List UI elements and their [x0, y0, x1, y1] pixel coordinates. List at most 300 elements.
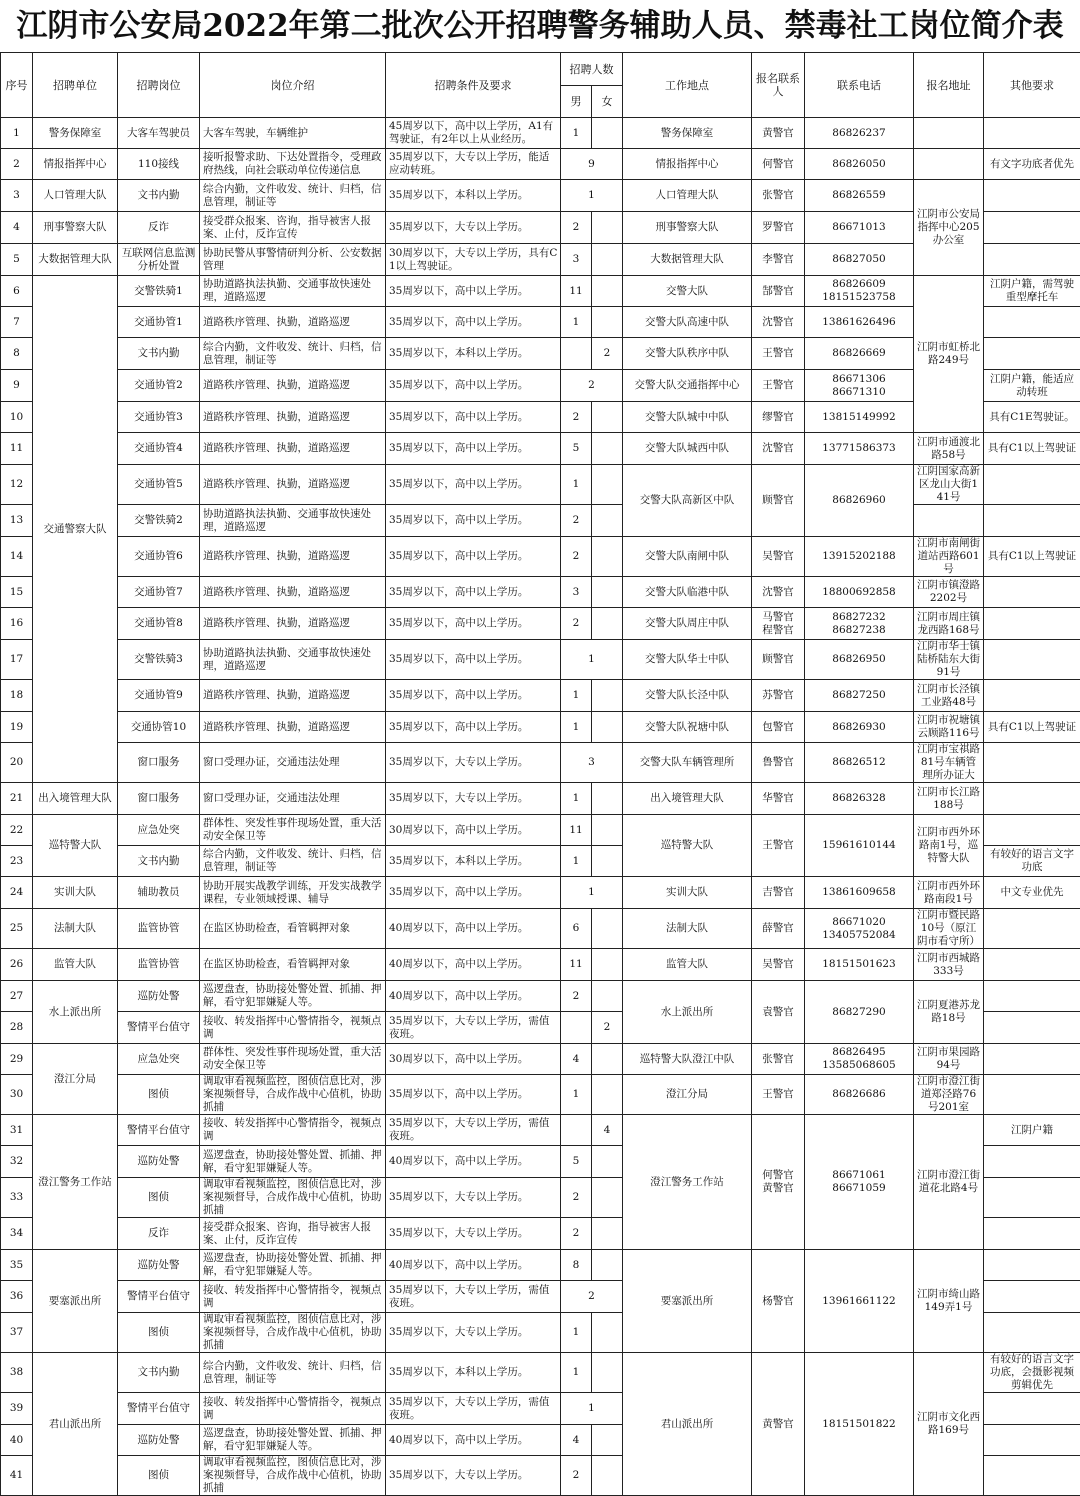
table-row [1, 1115, 1080, 1146]
post-cell: 交通协管6 [118, 537, 200, 577]
post-cell: 警情平台值守 [118, 1115, 200, 1146]
unit-cell: 澄江警务工作站 [33, 1115, 118, 1250]
table-row [1, 909, 1080, 949]
place-cell: 要塞派出所 [623, 1250, 752, 1353]
female-count-cell [592, 276, 623, 307]
contact-cell: 王警官 [752, 815, 805, 877]
count-cell: 1 [561, 1393, 623, 1425]
row-number: 39 [1, 1393, 33, 1425]
requirements-cell: 35周岁以下，大专以上学历，需值夜班。 [386, 1281, 561, 1313]
phone-cell: 13771586373 [805, 433, 914, 465]
row-number: 6 [1, 276, 33, 307]
requirements-cell: 40周岁以下，高中以上学历。 [386, 1425, 561, 1456]
table-row [1, 276, 1080, 307]
phone-cell: 18151501822 [805, 1353, 914, 1496]
female-count-cell [592, 608, 623, 640]
post-cell: 警情平台值守 [118, 1281, 200, 1313]
other-cell [984, 338, 1080, 370]
female-count-cell [592, 1218, 623, 1250]
table-row [1, 949, 1080, 981]
intro-cell: 窗口受理办证，交通违法处理 [200, 743, 386, 783]
post-cell: 图侦 [118, 1313, 200, 1353]
post-cell: 交通协管1 [118, 307, 200, 338]
male-count-cell: 1 [561, 1353, 592, 1393]
intro-cell: 巡逻盘查，协助接处警处置、抓捕、押解，看守犯罪嫌疑人等。 [200, 1250, 386, 1281]
intro-cell: 窗口受理办证，交通违法处理 [200, 783, 386, 815]
intro-cell: 群体性、突发性事件现场处置，重大活动安全保卫等 [200, 1044, 386, 1075]
address-cell: 江阴市周庄镇龙西路168号 [914, 608, 984, 640]
place-cell: 巡特警大队澄江中队 [623, 1044, 752, 1075]
requirements-cell: 40周岁以下，高中以上学历。 [386, 981, 561, 1012]
post-cell: 窗口服务 [118, 743, 200, 783]
post-cell: 交通协管7 [118, 577, 200, 608]
requirements-cell: 40周岁以下，高中以上学历。 [386, 909, 561, 949]
place-cell: 交警大队周庄中队 [623, 608, 752, 640]
other-cell: 具有C1以上驾驶证 [984, 537, 1080, 577]
other-cell [984, 1425, 1080, 1456]
header-post: 招聘岗位 [118, 53, 200, 118]
male-count-cell: 2 [561, 1178, 592, 1218]
place-cell: 巡特警大队 [623, 815, 752, 877]
post-cell: 图侦 [118, 1456, 200, 1496]
header-contact: 报名联系人 [752, 53, 805, 118]
post-cell: 巡防处警 [118, 1425, 200, 1456]
table-row [1, 877, 1080, 909]
male-count-cell: 1 [561, 118, 592, 149]
requirements-cell: 35周岁以下，本科以上学历。 [386, 1353, 561, 1393]
intro-cell: 道路秩序管理、执勤，道路巡逻 [200, 402, 386, 433]
place-cell: 法制大队 [623, 909, 752, 949]
row-number: 35 [1, 1250, 33, 1281]
table-row [1, 815, 1080, 846]
count-cell: 9 [561, 149, 623, 180]
row-number: 41 [1, 1456, 33, 1496]
row-number: 8 [1, 338, 33, 370]
phone-cell: 86826930 [805, 712, 914, 743]
requirements-cell: 35周岁以下，大专以上学历，需值夜班。 [386, 1393, 561, 1425]
female-count-cell [592, 1250, 623, 1281]
male-count-cell: 6 [561, 909, 592, 949]
contact-cell: 沈警官 [752, 307, 805, 338]
intro-cell: 在监区协助检查，看管羁押对象 [200, 909, 386, 949]
place-cell: 实训大队 [623, 877, 752, 909]
requirements-cell: 35周岁以下，高中以上学历。 [386, 1075, 561, 1115]
row-number: 13 [1, 505, 33, 537]
post-cell: 文书内勤 [118, 338, 200, 370]
requirements-cell: 35周岁以下，高中以上学历。 [386, 307, 561, 338]
requirements-cell: 35周岁以下，高中以上学历。 [386, 402, 561, 433]
contact-cell: 黄警官 [752, 118, 805, 149]
other-cell [984, 1281, 1080, 1313]
contact-cell: 袁警官 [752, 981, 805, 1044]
unit-cell: 出入境管理大队 [33, 783, 118, 815]
requirements-cell: 35周岁以下，大专以上学历。 [386, 212, 561, 244]
address-cell: 江阴市祝塘镇云顾路116号 [914, 712, 984, 743]
intro-cell: 接受群众报案、咨询，指导被害人报案、止付，反诈宣传 [200, 1218, 386, 1250]
intro-cell: 综合内勤，文件收发、统计、归档，信息管理，制证等 [200, 846, 386, 877]
table-row [1, 118, 1080, 149]
post-cell: 交警铁骑3 [118, 640, 200, 680]
requirements-cell: 40周岁以下，高中以上学历。 [386, 1250, 561, 1281]
place-cell: 交警大队城中中队 [623, 402, 752, 433]
row-number: 25 [1, 909, 33, 949]
count-cell: 1 [561, 877, 623, 909]
intro-cell: 接收、转发指挥中心警情指令，视频点调 [200, 1281, 386, 1313]
intro-cell: 综合内勤，文件收发、统计、归档，信息管理，制证等 [200, 180, 386, 212]
address-cell: 江阴市暨民路10号（原江阴市看守所） [914, 909, 984, 949]
place-cell: 交警大队长泾中队 [623, 680, 752, 712]
place-cell: 交警大队交通指挥中心 [623, 370, 752, 402]
post-cell: 巡防处警 [118, 1250, 200, 1281]
table-row [1, 608, 1080, 640]
other-cell [984, 783, 1080, 815]
male-count-cell: 2 [561, 212, 592, 244]
place-cell: 人口管理大队 [623, 180, 752, 212]
other-cell: 有较好的语言文字功底，会摄影视频剪辑优先 [984, 1353, 1080, 1393]
female-count-cell [592, 307, 623, 338]
address-cell: 江阴市西外环路南段1号 [914, 877, 984, 909]
male-count-cell: 1 [561, 680, 592, 712]
requirements-cell: 35周岁以下，高中以上学历。 [386, 712, 561, 743]
header-female: 女 [592, 86, 623, 118]
row-number: 18 [1, 680, 33, 712]
contact-cell: 吉警官 [752, 877, 805, 909]
row-number: 11 [1, 433, 33, 465]
intro-cell: 调取审看视频监控，图侦信息比对，涉案视频督导，合成作战中心值机，协助抓捕 [200, 1456, 386, 1496]
contact-cell: 鲁警官 [752, 743, 805, 783]
contact-cell: 罗警官 [752, 212, 805, 244]
contact-cell: 张警官 [752, 180, 805, 212]
phone-cell: 86826609 18151523758 [805, 276, 914, 307]
male-count-cell: 11 [561, 276, 592, 307]
phone-cell: 86671020 13405752084 [805, 909, 914, 949]
post-cell: 警情平台值守 [118, 1393, 200, 1425]
requirements-cell: 35周岁以下，高中以上学历。 [386, 505, 561, 537]
requirements-cell: 35周岁以下，高中以上学历。 [386, 577, 561, 608]
contact-cell: 王警官 [752, 1075, 805, 1115]
contact-cell: 张警官 [752, 1044, 805, 1075]
header-requirements: 招聘条件及要求 [386, 53, 561, 118]
female-count-cell [592, 783, 623, 815]
male-count-cell: 3 [561, 244, 592, 276]
requirements-cell: 35周岁以下，高中以上学历。 [386, 465, 561, 505]
contact-cell: 杨警官 [752, 1250, 805, 1353]
contact-cell: 顾警官 [752, 465, 805, 537]
intro-cell: 综合内勤，文件收发、统计、归档，信息管理，制证等 [200, 338, 386, 370]
post-cell: 应急处突 [118, 1044, 200, 1075]
address-cell: 江阴市西外环路南1号，巡特警大队 [914, 815, 984, 877]
place-cell: 情报指挥中心 [623, 149, 752, 180]
intro-cell: 道路秩序管理、执勤，道路巡逻 [200, 537, 386, 577]
place-cell: 交警大队城西中队 [623, 433, 752, 465]
phone-cell: 86671013 [805, 212, 914, 244]
address-cell: 江阴市南闸街道站西路601号 [914, 537, 984, 577]
unit-cell: 人口管理大队 [33, 180, 118, 212]
place-cell: 监管大队 [623, 949, 752, 981]
address-cell: 江阴市镇澄路2202号 [914, 577, 984, 608]
place-cell: 交警大队高速中队 [623, 307, 752, 338]
requirements-cell: 30周岁以下，高中以上学历。 [386, 815, 561, 846]
place-cell: 交警大队华士中队 [623, 640, 752, 680]
place-cell: 澄江警务工作站 [623, 1115, 752, 1250]
male-count-cell: 2 [561, 608, 592, 640]
requirements-cell: 30周岁以下，大专以上学历，具有C1以上驾驶证。 [386, 244, 561, 276]
male-count-cell: 1 [561, 712, 592, 743]
row-number: 26 [1, 949, 33, 981]
intro-cell: 接听报警求助、下达处置指令，受理政府热线，向社会联动单位传递信息 [200, 149, 386, 180]
contact-cell: 王警官 [752, 370, 805, 402]
other-cell: 江阴户籍，需驾驶重型摩托车 [984, 276, 1080, 307]
intro-cell: 巡逻盘查，协助接处警处置、抓捕、押解，看守犯罪嫌疑人等。 [200, 1425, 386, 1456]
table-row [1, 149, 1080, 180]
phone-cell: 13861626496 [805, 307, 914, 338]
requirements-cell: 35周岁以下，大专以上学历。 [386, 783, 561, 815]
female-count-cell [592, 505, 623, 537]
header-place: 工作地点 [623, 53, 752, 118]
female-count-cell [592, 712, 623, 743]
requirements-cell: 35周岁以下，本科以上学历。 [386, 338, 561, 370]
contact-cell: 沈警官 [752, 433, 805, 465]
unit-cell: 交通警察大队 [33, 276, 118, 783]
female-count-cell [592, 212, 623, 244]
row-number: 22 [1, 815, 33, 846]
other-cell [984, 1178, 1080, 1218]
address-cell: 江阴市宝祺路81号车辆管理所办证大 [914, 743, 984, 783]
contact-cell: 顾警官 [752, 640, 805, 680]
post-cell: 文书内勤 [118, 180, 200, 212]
header-other: 其他要求 [984, 53, 1080, 118]
intro-cell: 在监区协助检查，看管羁押对象 [200, 949, 386, 981]
table-row [1, 1044, 1080, 1075]
intro-cell: 协助开展实战教学训练，开发实战教学课程，专业领域授课、辅导 [200, 877, 386, 909]
intro-cell: 道路秩序管理、执勤，道路巡逻 [200, 608, 386, 640]
post-cell: 辅助教员 [118, 877, 200, 909]
address-cell: 江阴市通渡北路58号 [914, 433, 984, 465]
unit-cell: 澄江分局 [33, 1044, 118, 1115]
post-cell: 图侦 [118, 1075, 200, 1115]
female-count-cell [592, 577, 623, 608]
contact-cell: 王警官 [752, 338, 805, 370]
table-row [1, 577, 1080, 608]
other-cell [984, 680, 1080, 712]
male-count-cell: 8 [561, 1250, 592, 1281]
intro-cell: 巡逻盘查，协助接处警处置、抓捕、押解，看守犯罪嫌疑人等。 [200, 981, 386, 1012]
requirements-cell: 35周岁以下，高中以上学历。 [386, 640, 561, 680]
intro-cell: 协助民警从事警情研判分析、公安数据管理 [200, 244, 386, 276]
header-unit: 招聘单位 [33, 53, 118, 118]
phone-cell: 86826237 [805, 118, 914, 149]
place-cell: 交警大队临港中队 [623, 577, 752, 608]
address-cell: 江阴市公安局指挥中心205办公室 [914, 180, 984, 276]
other-cell [984, 909, 1080, 949]
requirements-cell: 35周岁以下，大专以上学历。 [386, 1218, 561, 1250]
phone-cell: 86826950 [805, 640, 914, 680]
header-address: 报名地址 [914, 53, 984, 118]
female-count-cell [592, 1456, 623, 1496]
count-cell: 3 [561, 743, 623, 783]
place-cell: 交警大队高新区中队 [623, 465, 752, 537]
contact-cell: 苏警官 [752, 680, 805, 712]
post-cell: 交通协管10 [118, 712, 200, 743]
table-row [1, 537, 1080, 577]
intro-cell: 调取审看视频监控，图侦信息比对，涉案视频督导，合成作战中心值机，协助抓捕 [200, 1075, 386, 1115]
intro-cell: 道路秩序管理、执勤，道路巡逻 [200, 680, 386, 712]
female-count-cell [592, 815, 623, 846]
contact-cell: 薛警官 [752, 909, 805, 949]
row-number: 17 [1, 640, 33, 680]
post-cell: 交警铁骑2 [118, 505, 200, 537]
row-number: 5 [1, 244, 33, 276]
table-row [1, 465, 1080, 505]
requirements-cell: 35周岁以下，大专以上学历，能适应动转班。 [386, 149, 561, 180]
place-cell: 澄江分局 [623, 1075, 752, 1115]
intro-cell: 道路秩序管理、执勤，道路巡逻 [200, 307, 386, 338]
contact-cell: 缪警官 [752, 402, 805, 433]
intro-cell: 群体性、突发性事件现场处置，重大活动安全保卫等 [200, 815, 386, 846]
table-row [1, 712, 1080, 743]
intro-cell: 调取审看视频监控，图侦信息比对，涉案视频督导，合成作战中心值机，协助抓捕 [200, 1313, 386, 1353]
post-cell: 110接线 [118, 149, 200, 180]
other-cell [984, 1393, 1080, 1425]
post-cell: 巡防处警 [118, 1146, 200, 1178]
table-row [1, 180, 1080, 212]
other-cell [984, 1044, 1080, 1075]
male-count-cell: 11 [561, 815, 592, 846]
male-count-cell: 4 [561, 1425, 592, 1456]
female-count-cell [592, 680, 623, 712]
contact-cell: 黄警官 [752, 1353, 805, 1496]
other-cell [984, 949, 1080, 981]
post-cell: 警情平台值守 [118, 1012, 200, 1044]
requirements-cell: 35周岁以下，大专以上学历，需值夜班。 [386, 1115, 561, 1146]
phone-cell: 86826495 13585068605 [805, 1044, 914, 1075]
requirements-cell: 30周岁以下，高中以上学历。 [386, 1044, 561, 1075]
post-cell: 图侦 [118, 1178, 200, 1218]
unit-cell: 大数据管理大队 [33, 244, 118, 276]
phone-cell: 13861609658 [805, 877, 914, 909]
intro-cell: 接收、转发指挥中心警情指令，视频点调 [200, 1012, 386, 1044]
male-count-cell: 1 [561, 783, 592, 815]
unit-cell: 水上派出所 [33, 981, 118, 1044]
row-number: 21 [1, 783, 33, 815]
intro-cell: 协助道路执法执勤、交通事故快速处理，道路巡逻 [200, 505, 386, 537]
place-cell: 交警大队南闸中队 [623, 537, 752, 577]
address-cell: 江阴市华士镇陆桥陆东大街91号 [914, 640, 984, 680]
other-cell [984, 1250, 1080, 1281]
requirements-cell: 35周岁以下，高中以上学历。 [386, 433, 561, 465]
recruitment-table [0, 52, 1080, 1496]
row-number: 3 [1, 180, 33, 212]
post-cell: 反诈 [118, 212, 200, 244]
requirements-cell: 45周岁以下，高中以上学历，A1有驾驶证，有2年以上从业经历。 [386, 118, 561, 149]
address-cell: 江阴市文化西路169号 [914, 1353, 984, 1496]
header-male: 男 [561, 86, 592, 118]
female-count-cell: 2 [592, 1012, 623, 1044]
place-cell: 交警大队秩序中队 [623, 338, 752, 370]
male-count-cell: 1 [561, 1075, 592, 1115]
address-cell: 江阴夏港苏龙路18号 [914, 981, 984, 1044]
intro-cell: 巡逻盘查，协助接处警处置、抓捕、押解，看守犯罪嫌疑人等。 [200, 1146, 386, 1178]
female-count-cell [592, 1178, 623, 1218]
unit-cell: 警务保障室 [33, 118, 118, 149]
phone-cell: 15961610144 [805, 815, 914, 877]
table-row [1, 743, 1080, 783]
table-row [1, 783, 1080, 815]
row-number: 28 [1, 1012, 33, 1044]
other-cell [984, 815, 1080, 846]
male-count-cell: 2 [561, 402, 592, 433]
male-count-cell [561, 338, 592, 370]
post-cell: 窗口服务 [118, 783, 200, 815]
other-cell [984, 1012, 1080, 1044]
phone-cell: 18800692858 [805, 577, 914, 608]
row-number: 33 [1, 1178, 33, 1218]
post-cell: 交警铁骑1 [118, 276, 200, 307]
intro-cell: 协助道路执法执勤、交通事故快速处理，道路巡逻 [200, 640, 386, 680]
other-cell [984, 505, 1080, 537]
phone-cell: 86671306 86671310 [805, 370, 914, 402]
male-count-cell: 1 [561, 846, 592, 877]
row-number: 10 [1, 402, 33, 433]
female-count-cell [592, 1044, 623, 1075]
phone-cell: 86826328 [805, 783, 914, 815]
other-cell: 具有C1E驾驶证。 [984, 402, 1080, 433]
post-cell: 交通协管8 [118, 608, 200, 640]
intro-cell: 道路秩序管理、执勤，道路巡逻 [200, 370, 386, 402]
row-number: 14 [1, 537, 33, 577]
phone-cell: 13961661122 [805, 1250, 914, 1353]
intro-cell: 接受群众报案、咨询，指导被害人报案、止付，反诈宣传 [200, 212, 386, 244]
post-cell: 交通协管5 [118, 465, 200, 505]
phone-cell: 86827290 [805, 981, 914, 1044]
intro-cell: 协助道路执法执勤、交通事故快速处理，道路巡逻 [200, 276, 386, 307]
row-number: 12 [1, 465, 33, 505]
intro-cell: 道路秩序管理、执勤，道路巡逻 [200, 712, 386, 743]
male-count-cell: 1 [561, 307, 592, 338]
other-cell [984, 981, 1080, 1012]
female-count-cell [592, 1425, 623, 1456]
male-count-cell: 2 [561, 1456, 592, 1496]
post-cell: 巡防处警 [118, 981, 200, 1012]
place-cell: 刑事警察大队 [623, 212, 752, 244]
intro-cell: 道路秩序管理、执勤，道路巡逻 [200, 465, 386, 505]
table-row [1, 433, 1080, 465]
address-cell: 江阴市澄江街道花北路4号 [914, 1115, 984, 1250]
table-row [1, 1353, 1080, 1393]
requirements-cell: 35周岁以下，大专以上学历。 [386, 1456, 561, 1496]
address-cell: 江阴市澄江街道郑泾路76号201室 [914, 1075, 984, 1115]
unit-cell: 情报指挥中心 [33, 149, 118, 180]
contact-cell: 马警官 程警官 [752, 608, 805, 640]
other-cell [984, 244, 1080, 276]
table-row [1, 1075, 1080, 1115]
male-count-cell: 2 [561, 981, 592, 1012]
place-cell: 交警大队祝塘中队 [623, 712, 752, 743]
other-cell [984, 1456, 1080, 1496]
post-cell: 交通协管4 [118, 433, 200, 465]
row-number: 16 [1, 608, 33, 640]
row-number: 30 [1, 1075, 33, 1115]
male-count-cell [561, 1012, 592, 1044]
requirements-cell: 35周岁以下，高中以上学历。 [386, 370, 561, 402]
female-count-cell: 4 [592, 1115, 623, 1146]
male-count-cell: 5 [561, 1146, 592, 1178]
table-row [1, 680, 1080, 712]
header-count: 招聘人数 [561, 53, 623, 86]
contact-cell: 华警官 [752, 783, 805, 815]
phone-cell: 86826960 [805, 465, 914, 537]
female-count-cell [592, 433, 623, 465]
